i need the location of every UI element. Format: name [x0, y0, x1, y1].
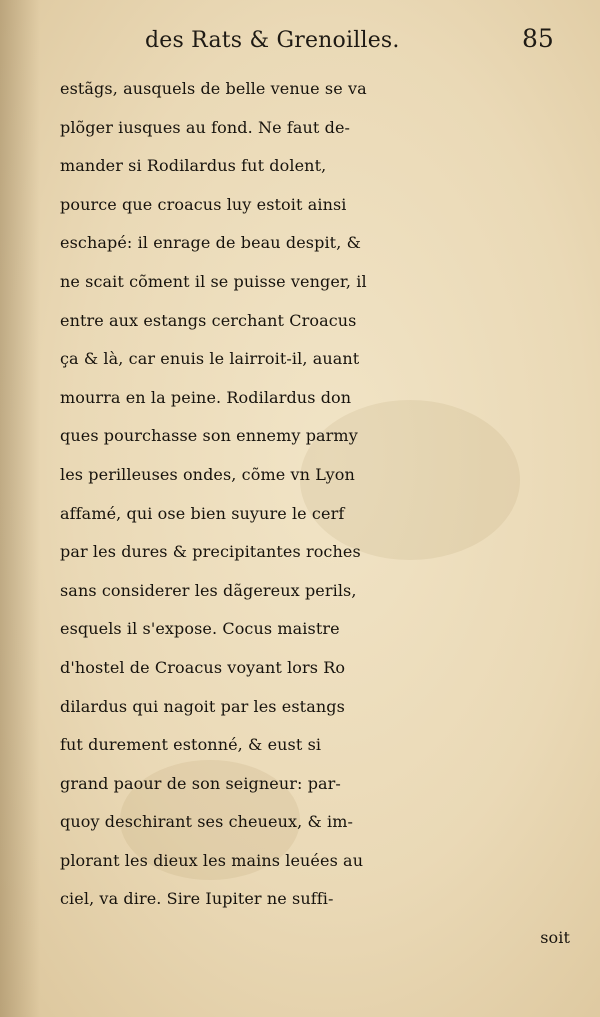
gutter-shadow	[0, 0, 40, 1017]
catchword: soit	[540, 928, 570, 948]
text-line: fut durement estonné, & eust si	[60, 735, 322, 755]
text-line: plorant les dieux les mains leuées au	[60, 850, 364, 870]
text-line: quoy deschirant ses cheueux, & im-	[60, 812, 354, 832]
text-line: pource que croacus luy estoit ainsi	[60, 194, 347, 214]
page-number: 85	[522, 24, 554, 53]
text-line: affamé, qui ose bien suyure le cerf	[60, 503, 345, 523]
text-line: ça & là, car enuis le lairroit-il, auant	[60, 349, 360, 369]
page-header	[0, 22, 600, 62]
text-line: mourra en la peine. Rodilardus don	[60, 387, 352, 407]
text-line: sans considerer les dãgereux perils,	[60, 580, 357, 600]
text-line: plõger iusques au fond. Ne faut de-	[60, 117, 351, 137]
text-line: d'hostel de Croacus voyant lors Ro	[60, 657, 346, 677]
body-text	[60, 70, 580, 958]
text-line: esquels il s'expose. Cocus maistre	[60, 619, 340, 639]
text-line: estãgs, ausquels de belle venue se va	[60, 79, 367, 98]
running-title: des Rats & Grenoilles.	[145, 28, 400, 53]
text-line: dilardus qui nagoit par les estangs	[60, 696, 345, 716]
text-line: ciel, va dire. Sire Iupiter ne suffi-	[60, 889, 334, 909]
text-line: par les dures & precipitantes roches	[60, 542, 361, 562]
text-line: les perilleuses ondes, cõme vn Lyon	[60, 464, 355, 484]
text-line: ne scait cõment il se puisse venger, il	[60, 271, 367, 291]
text-line: eschapé: il enrage de beau despit, &	[60, 233, 361, 253]
text-line: grand paour de son seigneur: par-	[60, 773, 341, 793]
text-line: entre aux estangs cerchant Croacus	[60, 310, 357, 330]
text-line: ques pourchasse son ennemy parmy	[60, 426, 358, 446]
text-line: mander si Rodilardus fut dolent,	[60, 156, 327, 176]
